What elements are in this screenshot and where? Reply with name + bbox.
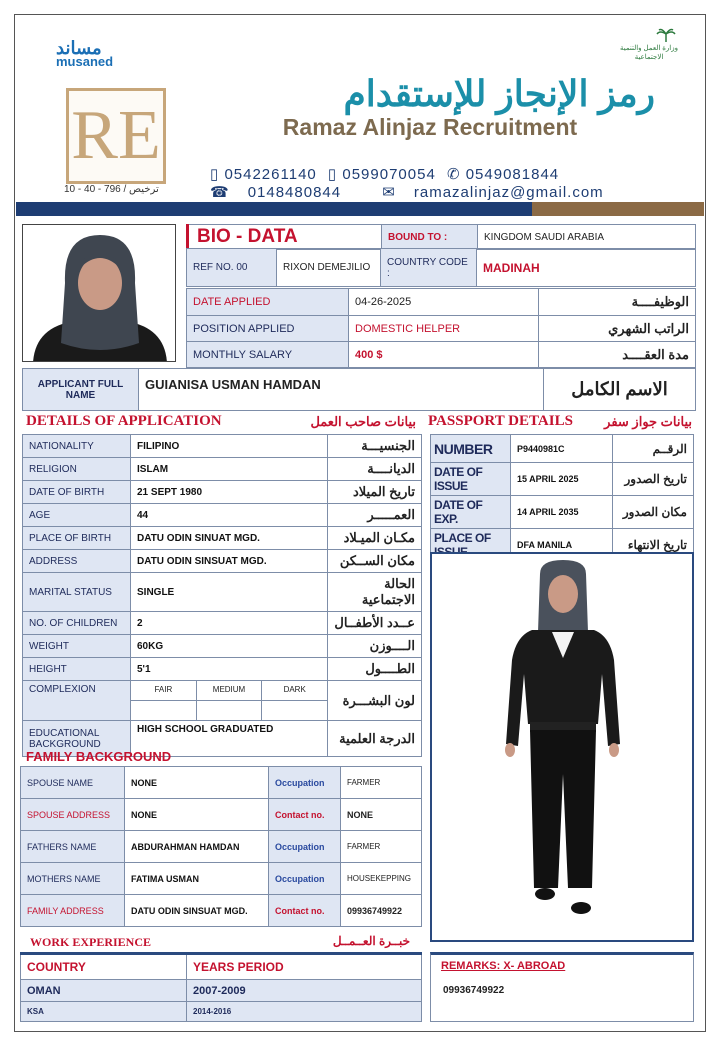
position-value: DOMESTIC HELPER [349,316,539,342]
work-row [21,1002,422,1022]
education-label: EDUCATIONAL BACKGROUND [23,721,131,757]
bound-to-label: BOUND TO : [382,225,478,250]
detail-label: RELIGION [23,458,131,481]
details-heading: DETAILS OF APPLICATION [26,413,222,429]
family-label: FATHERS NAME [21,831,125,863]
remarks-title: REMARKS: X- ABROAD [441,960,566,972]
detail-label-arabic: مكـان الميـلاد [328,527,422,550]
passport-label: PLACE OF [431,529,511,562]
passport-label-arabic: الرقــم [613,435,694,463]
passport-label-arabic: تاريخ الانتهاء [613,529,694,562]
work-years-header: YEARS PERIOD [187,954,422,980]
family-value2: FARMER [341,767,422,799]
phone-list [210,165,655,183]
detail-label: AGE [23,504,131,527]
position-label: POSITION APPLIED [187,316,349,342]
phone-2: 0599070054 [342,166,436,183]
company-name-arabic: رمز الإنجاز للإستقدام [343,73,655,114]
details-row [23,504,422,527]
passport-label: NUMBER [431,435,511,463]
detail-value: FILIPINO [131,435,328,458]
family-value: NONE [125,799,269,831]
ref-table [186,248,696,287]
remarks-box [430,952,694,1022]
contact-line [210,183,655,201]
detail-label: DATE OF BIRTH [23,481,131,504]
work-country: KSA [21,1002,187,1022]
salary-value: 400 $ [349,342,539,368]
country-code-value: MADINAH [477,249,696,287]
passport-row [431,435,694,463]
family-value: ABDURAHMAN HAMDAN [125,831,269,863]
palm-icon [656,28,676,42]
complexion-options [131,681,328,721]
details-heading-arabic: بيانات صاحب العمل [310,414,416,429]
musaned-logo-arabic: مساند [56,38,102,58]
details-row [23,635,422,658]
applicant-full-body-photo [430,552,694,942]
detail-label-arabic: الــــوزن [328,635,422,658]
work-table [20,952,422,1022]
passport-label-arabic: مكان الصدور [613,496,694,529]
salary-label-arabic: الراتب الشهري [539,316,696,342]
family-key2: Contact no. [269,799,341,831]
family-value2: HOUSEKEPPING [341,863,422,895]
musaned-logo-text: musaned [56,54,114,69]
detail-label: ADDRESS [23,550,131,573]
family-key2: Occupation [269,767,341,799]
details-row [23,435,422,458]
family-value: FATIMA USMAN [125,863,269,895]
family-label: FAMILY ADDRESS [21,895,125,927]
family-row [21,767,422,799]
header-bar [16,202,704,216]
passport-value: P9440981C [511,435,613,463]
application-info-table [186,288,696,368]
bio-data-table [186,224,696,250]
education-label-arabic: الدرجة العلمية [328,721,422,757]
family-row [21,895,422,927]
passport-value: 15 APRIL 2025 [511,463,613,496]
work-heading: WORK EXPERIENCE [30,935,152,949]
license-number: ترخيص / 796 - 40 - 10 [64,184,159,195]
detail-label: NATIONALITY [23,435,131,458]
job-label-arabic: الوظيفــــة [539,289,696,316]
work-years: 2014-2016 [187,1002,422,1022]
family-label: SPOUSE NAME [21,767,125,799]
detail-label-arabic: الحالة الاجتماعية [328,573,422,612]
landline: 0148480844 [247,184,342,201]
detail-label: HEIGHT [23,658,131,681]
passport-heading: PASSPORT DETAILS [428,413,573,429]
passport-label: DATE OF EXP. [431,496,511,529]
company-logo-letters: RE [71,97,161,174]
family-value2: FARMER [341,831,422,863]
detail-label-arabic: العمـــــر [328,504,422,527]
detail-label: MARITAL STATUS [23,573,131,612]
ref-no-label: REF NO. 00 [187,249,277,287]
family-value: DATU ODIN SINSUAT MGD. [125,895,269,927]
complexion-label: COMPLEXION [23,681,131,721]
family-value2: 09936749922 [341,895,422,927]
detail-label: NO. OF CHILDREN [23,612,131,635]
detail-value: DATU ODIN SINSUAT MGD. [131,550,328,573]
details-row [23,458,422,481]
detail-value: 60KG [131,635,328,658]
passport-value: DFA MANILA [511,529,613,562]
email: ramazalinjaz@gmail.com [413,184,604,201]
passport-table [430,434,694,562]
detail-label: WEIGHT [23,635,131,658]
ref-no-value: RIXON DEMEJILIO [277,249,381,287]
work-years: 2007-2009 [187,980,422,1002]
family-label: MOTHERS NAME [21,863,125,895]
detail-label-arabic: الديانــــة [328,458,422,481]
detail-value: 44 [131,504,328,527]
company-name-english: Ramaz Alinjaz Recruitment [282,114,578,140]
ministry-label: وزارة العمل والتنمية الاجتماعية [619,45,679,61]
date-applied-label: DATE APPLIED [187,289,349,316]
passport-heading-arabic: بيانات جواز سفر [604,414,692,429]
email-icon: ✉ [382,184,396,201]
details-table [22,434,422,757]
detail-value: 2 [131,612,328,635]
education-value: HIGH SCHOOL GRADUATED [131,721,328,757]
family-value: NONE [125,767,269,799]
passport-label: DATE OF ISSUE [431,463,511,496]
date-applied-value: 04-26-2025 [349,289,539,316]
work-country: OMAN [21,980,187,1002]
complexion-medium: MEDIUM [197,681,263,700]
complexion-dark: DARK [283,685,306,694]
passport-value: 14 APRIL 2035 [511,496,613,529]
bound-to-value: KINGDOM SAUDI ARABIA [478,225,696,250]
passport-label-arabic: تاريخ الصدور [613,463,694,496]
family-row [21,831,422,863]
family-key2: Occupation [269,863,341,895]
family-key2: Occupation [269,831,341,863]
family-value2: NONE [341,799,422,831]
passport-row [431,496,694,529]
complexion-fair: FAIR [131,681,197,700]
details-row [23,573,422,612]
applicant-name-table [22,368,696,411]
telephone-icon: ☎ [210,184,230,201]
detail-value: 21 SEPT 1980 [131,481,328,504]
details-row [23,612,422,635]
whatsapp-icon: ✆ [446,166,461,183]
detail-label-arabic: عــدد الأطفــال [328,612,422,635]
phone-3: 0549081844 [465,166,560,183]
detail-label-arabic: الجنسيـــة [328,435,422,458]
applicant-label: APPLICANT FULL NAME [23,369,139,411]
work-row [21,980,422,1002]
detail-value: 5'1 [131,658,328,681]
detail-label: PLACE OF BIRTH [23,527,131,550]
work-heading-arabic: خبــرة العــمــل [332,934,410,948]
details-row [23,527,422,550]
detail-value: DATU ODIN SINUAT MGD. [131,527,328,550]
salary-label: MONTHLY SALARY [187,342,349,368]
family-key2: Contact no. [269,895,341,927]
detail-label-arabic: مكان الســكن [328,550,422,573]
phone-1: 0542261140 [224,166,317,183]
mobile-icon: ▯ [210,166,220,183]
applicant-name: GUIANISA USMAN HAMDAN [139,369,544,411]
details-row [23,658,422,681]
detail-value: ISLAM [131,458,328,481]
details-row [23,481,422,504]
country-code-label: COUNTRY CODE : [381,249,477,287]
family-label: SPOUSE ADDRESS [21,799,125,831]
family-row [21,863,422,895]
remarks-value: 09936749922 [443,985,505,996]
bio-data-title: BIO - DATA [188,225,382,250]
complexion-label-arabic: لون البشـــرة [328,681,422,721]
details-row [23,550,422,573]
detail-label-arabic: الطــــول [328,658,422,681]
applicant-label-arabic: الاسم الكامل [544,369,696,411]
passport-row [431,463,694,496]
family-heading: FAMILY BACKGROUND [26,749,172,764]
applicant-photo [22,224,176,362]
contract-label-arabic: مدة العقــــد [539,342,696,368]
work-country-header: COUNTRY [21,954,187,980]
detail-label-arabic: تاريخ الميلاد [328,481,422,504]
mobile-icon: ▯ [327,166,338,183]
detail-value: SINGLE [131,573,328,612]
family-table [20,766,422,927]
family-row [21,799,422,831]
